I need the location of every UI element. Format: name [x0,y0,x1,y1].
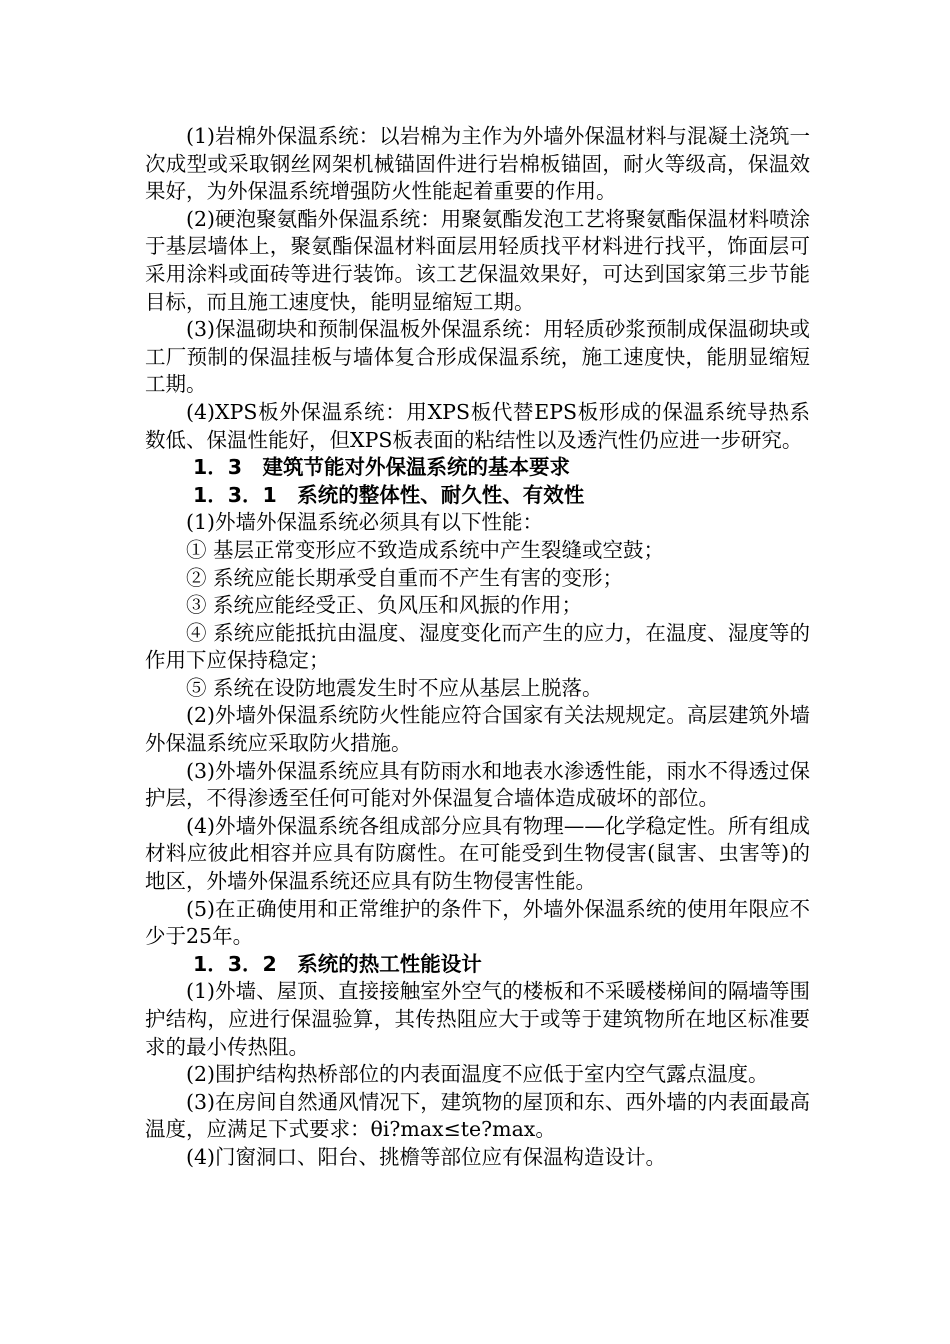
list-item-4: ④ 系统应能抵抗由温度、湿度变化而产生的应力，在温度、湿度等的作用下应保持稳定； [145,620,810,673]
paragraph-thermal-bridge: (2)围护结构热桥部位的内表面温度不应低于室内空气露点温度。 [186,1062,769,1087]
paragraph-service-life: (5)在正确使用和正常维护的条件下，外墙外保温系统的使用年限应不少于25年。 [145,896,810,949]
paragraph-openings-design: (4)门窗洞口、阳台、挑檐等部位应有保温构造设计。 [186,1144,667,1169]
paragraph-surface-temperature: (3)在房间自然通风情况下，建筑物的屋顶和东、西外墙的内表面最高温度，应满足下式要求：θi?max≤te?max。 [145,1089,810,1142]
list-item-5: ⑤ 系统在设防地震发生时不应从基层上脱落。 [186,675,603,700]
paragraph-polyurethane: (2)硬泡聚氨酯外保温系统：用聚氨酯发泡工艺将聚氨酯保温材料喷涂于基层墙体上，聚氨酯保温材料面层用轻质找平材料进行找平，饰面层可采用涂料或面砖等进行装饰。该工艺保温效果好，可达到国家第三步节能目标，而且施工速度快，能明显缩短工期。 [145,206,810,314]
paragraph-chemical-stability: (4)外墙外保温系统各组成部分应具有物理——化学稳定性。所有组成材料应彼此相容并应具有防腐性。在可能受到生物侵害(鼠害、虫害等)的地区，外墙外保温系统还应具有防生物侵害性能。 [145,813,810,894]
paragraph-insulation-block: (3)保温砌块和预制保温板外保温系统：用轻质砂浆预制成保温砌块或工厂预制的保温挂板与墙体复合形成保温系统，施工速度快，能朋显缩短工期。 [145,317,810,397]
section-heading-1-3-2: 1．3．2 系统的热工性能设计 [193,951,482,976]
section-heading-1-3: 1．3 建筑节能对外保温系统的基本要求 [193,455,571,480]
paragraph-rock-wool: (1)岩棉外保温系统：以岩棉为主作为外墙外保温材料与混凝土浇筑一次成型或采取钢丝网架机械锚固件进行岩棉板锚固，耐火等级高，保温效果好，为外保温系统增强防火性能起着重要的作用。 [145,124,810,204]
paragraph-water-resistance: (3)外墙外保温系统应具有防雨水和地表水渗透性能，雨水不得透过保护层，不得渗透至任何可能对外保温复合墙体造成破坏的部位。 [145,758,810,811]
section-heading-1-3-1: 1．3．1 系统的整体性、耐久性、有效性 [193,482,585,507]
paragraph-xps-board: (4)XPS板外保温系统：用XPS板代替EPS板形成的保温系统导热系数低、保温性能好，但XPS板表面的粘结性以及透汽性仍应进一步研究。 [145,399,810,452]
paragraph-required-performance: (1)外墙外保温系统必须具有以下性能： [186,510,544,535]
paragraph-fire-protection: (2)外墙外保温系统防火性能应符合国家有关法规规定。高层建筑外墙外保温系统应采取防火措施。 [145,703,810,756]
list-item-2: ② 系统应能长期承受自重而不产生有害的变形； [186,565,624,590]
paragraph-heat-resistance: (1)外墙、屋顶、直接接触室外空气的楼板和不采暖楼梯间的隔墙等围护结构，应进行保温验算，其传热阻应大于或等于建筑物所在地区标准要求的最小传热阻。 [145,979,810,1059]
list-item-1: ① 基层正常变形应不致造成系统中产生裂缝或空鼓； [186,537,665,562]
document-body [145,123,810,1172]
list-item-3: ③ 系统应能经受正、负风压和风振的作用； [186,593,583,618]
